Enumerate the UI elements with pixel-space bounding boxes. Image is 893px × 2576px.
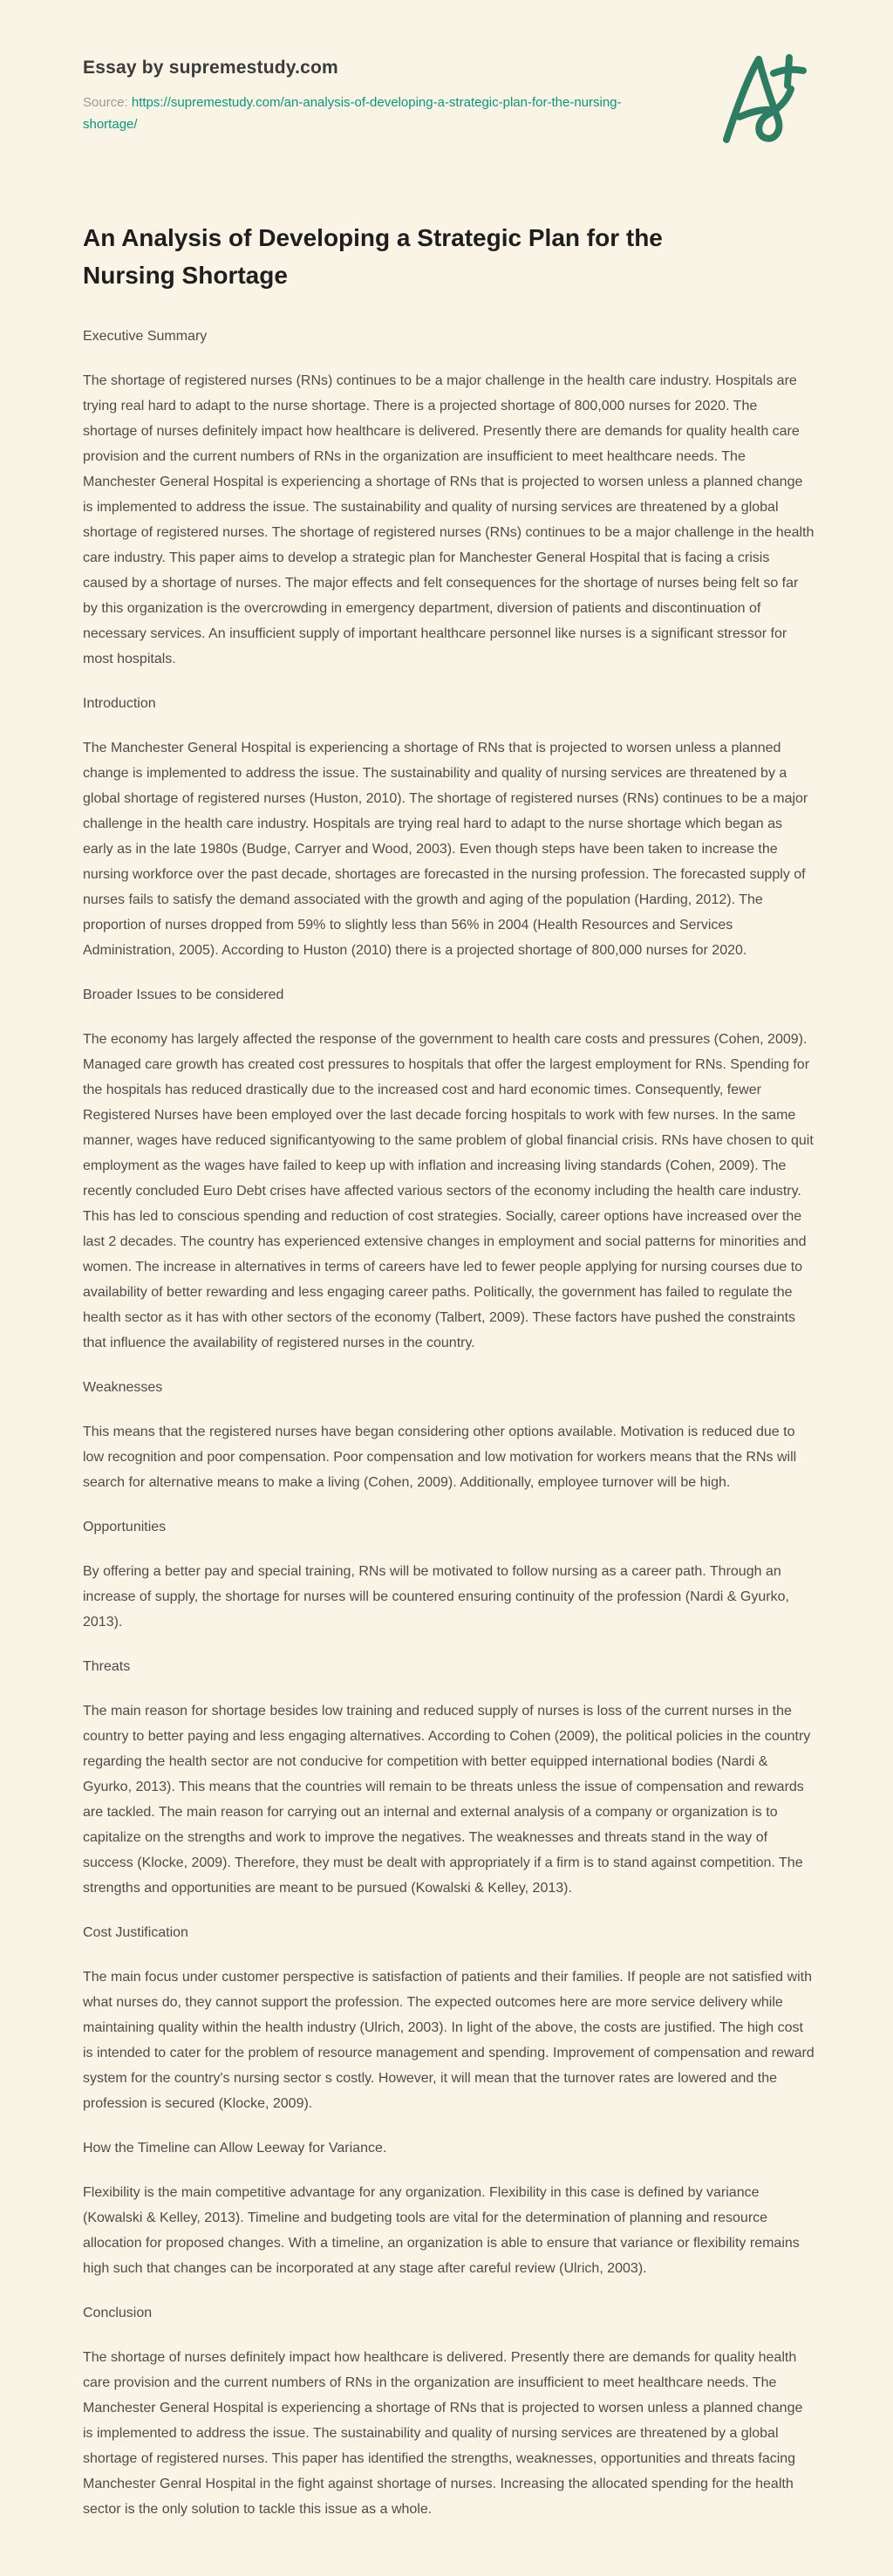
source-url-link[interactable]: https://supremestudy.com/an-analysis-of-developing-a-strategic-plan-for-the-nursing-shortage/: [83, 95, 622, 132]
section-heading: Opportunities: [83, 1520, 167, 1534]
section-paragraph: The Manchester General Hospital is experiencing a shortage of RNs that is projected to worsen unless a planned change is implemented to address the issue. The sustainability and quality of nursing services are threatened by a global shortage of registered nurses (Huston, 2010). The shortage of registered nurses (RNs) continues to be a major challenge in the health care industry. Hospitals are trying real hard to adapt to the nurse shortage which began as early as in the late 1980s (Budge, Carryer and Wood, 2003). Even though steps have been taken to increase the nursing workforce over the past decade, shortages are forecasted in the nursing profession. The forecasted supply of nurses fails to satisfy the demand associated with the growth and aging of the population (Harding, 2012). The proportion of nurses dropped from 59% to slightly less than 56% in 2004 (Health Resources and Services Administration, 2005). According to Huston (2010) there is a projected shortage of 800,000 nurses for 2020.: [83, 741, 808, 958]
essay-section: [83, 1654, 815, 1901]
essay-section: [83, 982, 815, 1356]
section-heading: How the Timeline can Allow Leeway for Variance.: [83, 2141, 387, 2156]
section-paragraph: The shortage of registered nurses (RNs) continues to be a major challenge in the health care industry. Hospitals are trying real hard to adapt to the nurse shortage. There is a projected shortage of 800,000 nurses for 2020. The shortage of nurses definitely impact how healthcare is delivered. Presently there are demands for quality health care provision and the current numbers of RNs in the organization are insufficient to meet healthcare needs. The Manchester General Hospital is experiencing a shortage of RNs that is projected to worsen unless a planned change is implemented to address the issue. The sustainability and quality of nursing services are threatened by a global shortage of registered nurses. The shortage of registered nurses (RNs) continues to be a major challenge in the health care industry. This paper aims to develop a strategic plan for Manchester General Hospital that is facing a crisis caused by a shortage of nurses. The major effects and felt consequences for the shortage of nurses being felt so far by this organization is the overcrowding in emergency department, diversion of patients and discontinuation of necessary services. An insufficient supply of important healthcare personnel like nurses is a significant stressor for most hospitals.: [83, 373, 815, 666]
essay-sections: [83, 324, 815, 2522]
section-paragraph: The shortage of nurses definitely impact how healthcare is delivered. Presently there are demands for quality health care provision and the current numbers of RNs in the organization are insufficient to meet healthcare needs. The Manchester General Hospital is experiencing a shortage of RNs that is projected to worsen unless a planned change is implemented to address the issue. The sustainability and quality of nursing services are threatened by a global shortage of registered nurses. This paper has identified the strengths, weaknesses, opportunities and threats facing Manchester Genral Hospital in the fight against shortage of nurses. Increasing the allocated spending for the health sector is the only solution to tackle this issue as a whole.: [83, 2350, 803, 2517]
section-heading: Threats: [83, 1659, 131, 1674]
essay-section: [83, 2300, 815, 2522]
essay-section: [83, 1514, 815, 1635]
section-paragraph: By offering a better pay and special training, RNs will be motivated to follow nursing as a career path. Through an increase of supply, the shortage for nurses will be countered ensuring continuity of the profession (Nardi & Gyurko, 2013).: [83, 1564, 789, 1630]
essay-section: [83, 2135, 815, 2281]
page-header: [83, 58, 815, 135]
section-paragraph: Flexibility is the main competitive advantage for any organization. Flexibility in this case is defined by variance (Kowalski & Kelley, 2013). Timeline and budgeting tools are vital for the determination of planning and resource allocation for proposed changes. With a timeline, an organization is able to ensure that variance or flexibility remains high such that changes can be incorporated at any stage after careful review (Ulrich, 2003).: [83, 2185, 800, 2276]
essay-section: [83, 1375, 815, 1495]
section-heading: Introduction: [83, 696, 156, 711]
section-heading: Broader Issues to be considered: [83, 987, 284, 1002]
site-title: Essay by supremestudy.com: [83, 58, 338, 78]
essay-section: [83, 324, 815, 672]
a-plus-logo-icon: [720, 47, 808, 150]
essay-section: [83, 691, 815, 963]
section-paragraph: The economy has largely affected the response of the government to health care costs and pressures (Cohen, 2009). Managed care growth has created cost pressures to hospitals that offer the largest employment for RNs. Spending for the hospitals has reduced drastically due to the increased cost and hard economic times. Consequently, fewer Registered Nurses have been employed over the last decade forcing hospitals to work with few nurses. In the same manner, wages have reduced significantyowing to the same problem of global financial crisis. RNs have chosen to quit employment as the wages have failed to keep up with inflation and increasing living standards (Cohen, 2009). The recently concluded Euro Debt crises have affected various sectors of the economy including the health care industry. This has led to conscious spending and reduction of cost strategies. Socially, career options have increased over the last 2 decades. The country has experienced extensive changes in employment and social patterns for minorities and women. The increase in alternatives in terms of careers have led to fewer people applying for nursing courses due to availability of better rewarding and less engaging career paths. Politically, the government has failed to regulate the health sector as it has with other sectors of the economy (Talbert, 2009). These factors have pushed the constraints that influence the availability of registered nurses in the country.: [83, 1032, 814, 1350]
section-heading: Cost Justification: [83, 1925, 188, 1940]
section-heading: Weaknesses: [83, 1380, 163, 1395]
section-paragraph: The main reason for shortage besides low training and reduced supply of nurses is loss of the current nurses in the country to better paying and less engaging alternatives. According to Cohen (2009), the political policies in the country regarding the health sector are not conducive for competition with better equipped international bodies (Nardi & Gyurko, 2013). This means that the countries will remain to be threats unless the issue of compensation and rewards are tackled. The main reason for carrying out an internal and external analysis of a company or organization is to capitalize on the strengths and work to improve the negatives. The weaknesses and threats stand in the way of success (Klocke, 2009). Therefore, they must be dealt with appropriately if a firm is to stand against competition. The strengths and opportunities are meant to be pursued (Kowalski & Kelley, 2013).: [83, 1704, 811, 1896]
section-paragraph: The main focus under customer perspective is satisfaction of patients and their families. If people are not satisfied with what nurses do, they cannot support the profession. The expected outcomes here are more service delivery while maintaining quality within the health industry (Ulrich, 2003). In light of the above, the costs are justified. The high cost is intended to cater for the problem of resource management and spending. Improvement of compensation and reward system for the country's nursing sector s costly. However, it will mean that the turnover rates are lowered and the profession is secured (Klocke, 2009).: [83, 1970, 815, 2111]
article-title: An Analysis of Developing a Strategic Plan for the Nursing Shortage: [83, 224, 663, 289]
section-heading: Executive Summary: [83, 329, 208, 344]
section-paragraph: This means that the registered nurses have began considering other options available. Motivation is reduced due to low recognition and poor compensation. Poor compensation and low motivation for workers means that the RNs will search for alternative means to make a living (Cohen, 2009). Additionally, employee turnover will be high.: [83, 1425, 797, 1490]
section-heading: Conclusion: [83, 2306, 153, 2320]
source-line: [83, 92, 631, 135]
essay-section: [83, 1920, 815, 2116]
source-label: Source:: [83, 95, 128, 110]
